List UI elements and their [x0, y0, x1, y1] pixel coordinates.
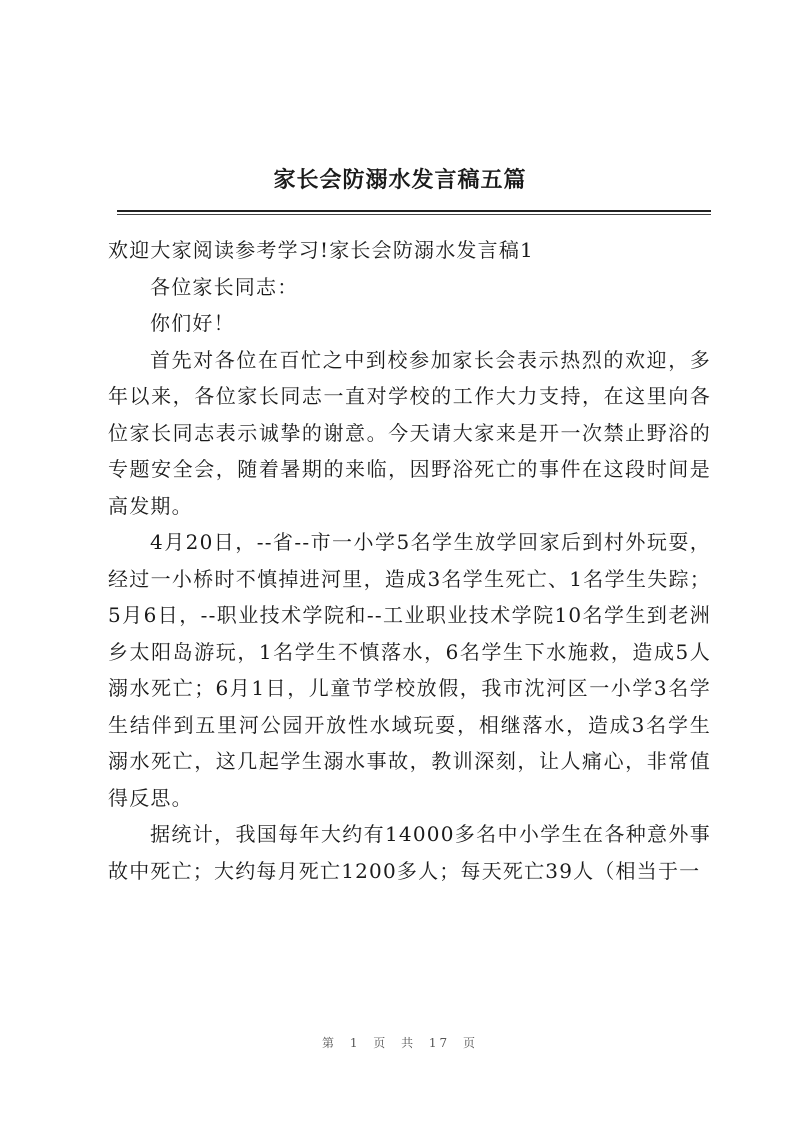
body-paragraph: 首先对各位在百忙之中到校参加家长会表示热烈的欢迎，多年以来，各位家长同志一直对学校的工作大力支持，在这里向各位家长同志表示诚挚的谢意。今天请大家来是开一次禁止野浴的专题安全会，随着暑期的来临，因野浴死亡的事件在这段时间是高发期。: [108, 347, 711, 518]
document-body: [108, 232, 711, 889]
title-divider-thin: [117, 214, 711, 215]
intro-paragraph: 欢迎大家阅读参考学习!家长会防溺水发言稿1: [108, 238, 534, 262]
body-paragraph: 据统计，我国每年大约有14000多名中小学生在各种意外事故中死亡；大约每月死亡1200多人；每天死亡39人（相当于一: [108, 822, 711, 883]
page-number-footer: 第 1 页 共 17 页: [322, 1036, 478, 1050]
greeting-paragraph: 你们好！: [150, 311, 235, 335]
document-title: 家长会防溺水发言稿五篇: [273, 168, 527, 193]
body-paragraph: 4月20日，--省--市一小学5名学生放学回家后到村外玩耍，经过一小桥时不慎掉进河里，造成3名学生死亡、1名学生失踪；5月6日，--职业技术学院和--工业职业技术学院10名学生到老洲乡太阳岛游玩，1名学生不慎落水，6名学生下水施救，造成5人溺水死亡；6月1日，儿童节学校放假，我市沈河区一小学3名学生结伴到五里河公园开放性水域玩耍，相继落水，造成3名学生溺水死亡，这几起学生溺水事故，教训深刻，让人痛心，非常值得反思。: [108, 530, 711, 810]
title-divider-thick: [117, 210, 711, 212]
salutation-paragraph: 各位家长同志：: [150, 274, 299, 299]
